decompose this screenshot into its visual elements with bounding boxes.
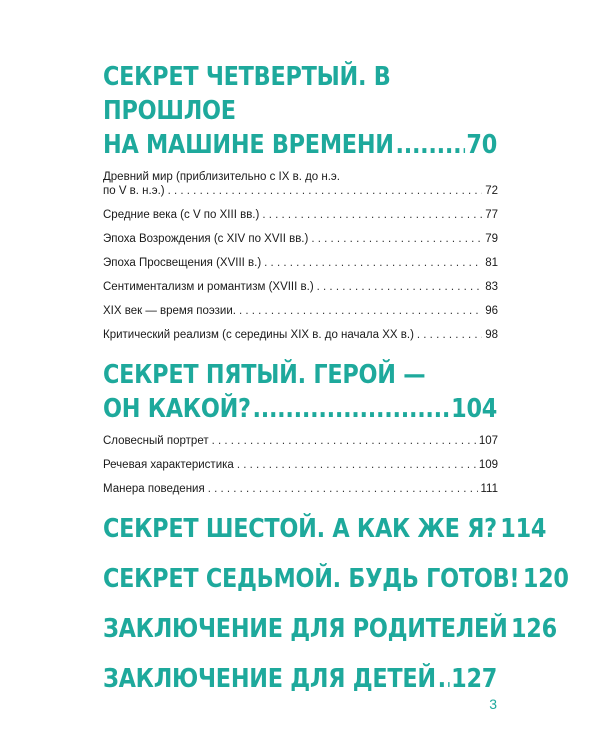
dot-leader bbox=[311, 232, 482, 246]
dot-leader bbox=[417, 328, 482, 342]
section-title-line: ЗАКЛЮЧЕНИЕ ДЛЯ ДЕТЕЙ bbox=[103, 664, 436, 694]
section-title-line: ЗАКЛЮЧЕНИЕ ДЛЯ РОДИТЕЛЕЙ bbox=[103, 614, 508, 644]
section-title[interactable] bbox=[103, 562, 569, 596]
toc-section bbox=[103, 662, 498, 696]
entry-page-number: 98 bbox=[485, 329, 498, 341]
section-title[interactable] bbox=[103, 662, 497, 696]
dot-leader bbox=[438, 662, 450, 696]
table-of-contents bbox=[103, 60, 569, 712]
toc-section bbox=[103, 562, 569, 596]
dot-leader bbox=[252, 392, 449, 426]
toc-section bbox=[103, 358, 498, 496]
toc-entry[interactable] bbox=[103, 328, 498, 342]
toc-entry[interactable] bbox=[103, 458, 498, 472]
entry-page-number: 107 bbox=[478, 435, 498, 447]
section-page-number: 120 bbox=[522, 564, 569, 594]
section-title[interactable] bbox=[103, 612, 557, 646]
section-title-line: НА МАШИНЕ ВРЕМЕНИ bbox=[103, 130, 394, 160]
dot-leader bbox=[208, 482, 478, 496]
toc-entry[interactable] bbox=[103, 304, 498, 318]
dot-leader bbox=[317, 280, 483, 294]
entry-page-number: 72 bbox=[485, 185, 498, 197]
section-page-number: 126 bbox=[510, 614, 557, 644]
entry-page-number: 111 bbox=[480, 483, 498, 495]
dot-leader bbox=[239, 304, 482, 318]
section-page-number: 127 bbox=[451, 664, 498, 694]
section-page-number: 70 bbox=[466, 130, 498, 160]
toc-entry[interactable] bbox=[103, 280, 498, 294]
entry-title: Манера поведения bbox=[103, 483, 205, 495]
entry-title: Средние века (с V по XIII вв.) bbox=[103, 209, 260, 221]
entry-title: Сентиментализм и романтизм (XVIII в.) bbox=[103, 281, 314, 293]
toc-entry[interactable] bbox=[103, 256, 498, 270]
dot-leader bbox=[212, 434, 476, 448]
dot-leader bbox=[395, 128, 464, 162]
section-title[interactable] bbox=[103, 358, 497, 426]
toc-entry[interactable] bbox=[103, 170, 498, 198]
entry-title: Эпоха Просвещения (XVIII в.) bbox=[103, 257, 262, 269]
section-title[interactable] bbox=[103, 512, 547, 546]
entry-page-number: 81 bbox=[485, 257, 498, 269]
entry-title: XIX век — время поэзии. bbox=[103, 305, 236, 317]
section-title-line: СЕКРЕТ ШЕСТОЙ. А КАК ЖЕ Я? bbox=[103, 514, 497, 544]
dot-leader bbox=[262, 208, 482, 222]
toc-section bbox=[103, 60, 498, 342]
entry-title: Древний мир (приблизительно с IX в. до н.э. bbox=[103, 171, 340, 183]
toc-entry[interactable] bbox=[103, 208, 498, 222]
entry-page-number: 77 bbox=[485, 209, 498, 221]
dot-leader bbox=[168, 184, 483, 198]
toc-section bbox=[103, 512, 547, 546]
toc-entry[interactable] bbox=[103, 482, 498, 496]
section-title-line: СЕКРЕТ ЧЕТВЕРТЫЙ. В ПРОШЛОЕ bbox=[103, 62, 391, 126]
section-title-line: ОН КАКОЙ? bbox=[103, 394, 251, 424]
entry-page-number: 79 bbox=[485, 233, 498, 245]
entry-page-number: 96 bbox=[485, 305, 498, 317]
toc-entry[interactable] bbox=[103, 434, 498, 448]
toc-entry[interactable] bbox=[103, 232, 498, 246]
entry-title: Эпоха Возрождения (с XIV по XVII вв.) bbox=[103, 233, 309, 245]
entry-title: Словесный портрет bbox=[103, 435, 209, 447]
dot-leader bbox=[264, 256, 482, 270]
section-title-line: СЕКРЕТ ПЯТЫЙ. ГЕРОЙ — bbox=[103, 360, 426, 390]
section-title-line: СЕКРЕТ СЕДЬМОЙ. БУДЬ ГОТОВ! bbox=[103, 564, 520, 594]
section-page-number: 114 bbox=[500, 514, 547, 544]
section-page-number: 104 bbox=[451, 394, 498, 424]
entry-title: Критический реализм (с середины XIX в. до начала XX в.) bbox=[103, 329, 414, 341]
entry-title: Речевая характеристика bbox=[103, 459, 234, 471]
page-number: 3 bbox=[489, 696, 497, 712]
entry-page-number: 109 bbox=[478, 459, 498, 471]
entry-title: по V в. н.э.) bbox=[103, 185, 165, 197]
section-title[interactable] bbox=[103, 60, 497, 162]
entry-page-number: 83 bbox=[485, 281, 498, 293]
toc-section bbox=[103, 612, 557, 646]
dot-leader bbox=[237, 458, 476, 472]
